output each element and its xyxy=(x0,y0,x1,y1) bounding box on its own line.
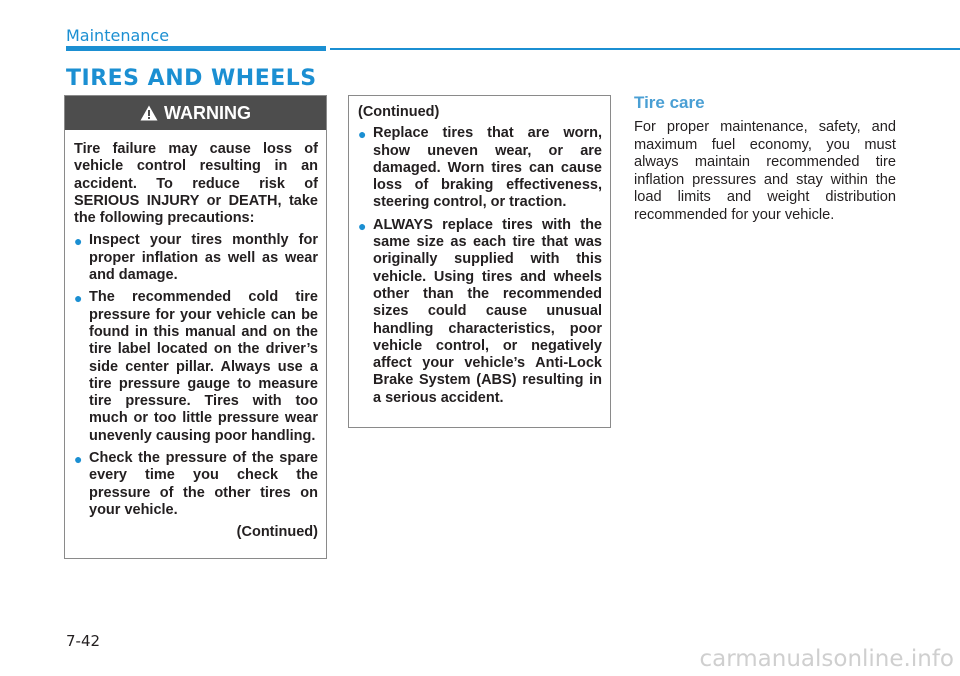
bullet-dot-icon: ● xyxy=(74,233,83,250)
warning-header-label: WARNING xyxy=(164,102,251,123)
header-rule-thick xyxy=(66,46,326,51)
header-rule-thin xyxy=(330,48,960,50)
warning-bullet xyxy=(74,289,318,445)
warning-bullet-list xyxy=(74,232,318,519)
continued-bullet-text: ALWAYS replace tires with the same size as each tire that was originally supplied with this vehicle. Using tires and wheels other than the recommended sizes could cause unusual handling characteristics, poor vehicle control, or negatively affect your vehicle’s Anti-Lock Brake System (ABS) resulting in a serious accident. xyxy=(373,216,602,406)
warning-bullet xyxy=(74,450,318,519)
continued-label: (Continued) xyxy=(236,524,318,541)
tire-care-heading: Tire care xyxy=(634,93,705,112)
warning-body xyxy=(65,130,326,542)
continued-bullet xyxy=(358,217,602,407)
tire-care-body: For proper maintenance, safety, and maximum fuel economy, you must always maintain recommended tire inflation pressures and stay within the load limits and weight distribution recommended for your vehicle. xyxy=(634,119,896,223)
continued-bullet xyxy=(358,125,602,211)
bullet-dot-icon: ● xyxy=(74,290,83,307)
continued-bullet-list xyxy=(358,125,602,407)
page-number: 7-42 xyxy=(66,632,101,650)
bullet-dot-icon: ● xyxy=(74,451,83,468)
continued-bullet-text: Replace tires that are worn, show uneven wear, or are damaged. Worn tires can cause loss of braking effectiveness, steering control, or traction. xyxy=(373,125,602,211)
section-label: Maintenance xyxy=(66,26,170,45)
warning-intro: Tire failure may cause loss of vehicle control resulting in an accident. To reduce risk of SERIOUS INJURY or DEATH, take the following precautions: xyxy=(74,141,318,227)
warning-box xyxy=(64,95,327,559)
bullet-dot-icon: ● xyxy=(358,217,367,234)
continued-label: (Continued) xyxy=(358,104,440,120)
warning-bullet xyxy=(74,232,318,284)
page-title: TIRES AND WHEELS xyxy=(66,66,317,91)
watermark: carmanualsonline.info xyxy=(699,646,954,672)
warning-bullet-text: The recommended cold tire pressure for your vehicle can be found in this manual and on the tire label located on the driver’s side center pillar. Always use a tire pressure gauge to measure tire pressure. Tires with too much or too little pressure wear unevenly causing poor handling. xyxy=(89,289,318,444)
warning-bullet-text: Check the pressure of the spare every time you check the pressure of the other tires on your vehicle. xyxy=(89,450,318,518)
bullet-dot-icon: ● xyxy=(358,126,367,143)
warning-header xyxy=(65,96,326,130)
warning-triangle-icon xyxy=(140,105,158,121)
continued-body xyxy=(349,96,610,407)
warning-bullet-text: Inspect your tires monthly for proper inflation as well as wear and damage. xyxy=(89,232,318,284)
continued-box xyxy=(348,95,611,428)
